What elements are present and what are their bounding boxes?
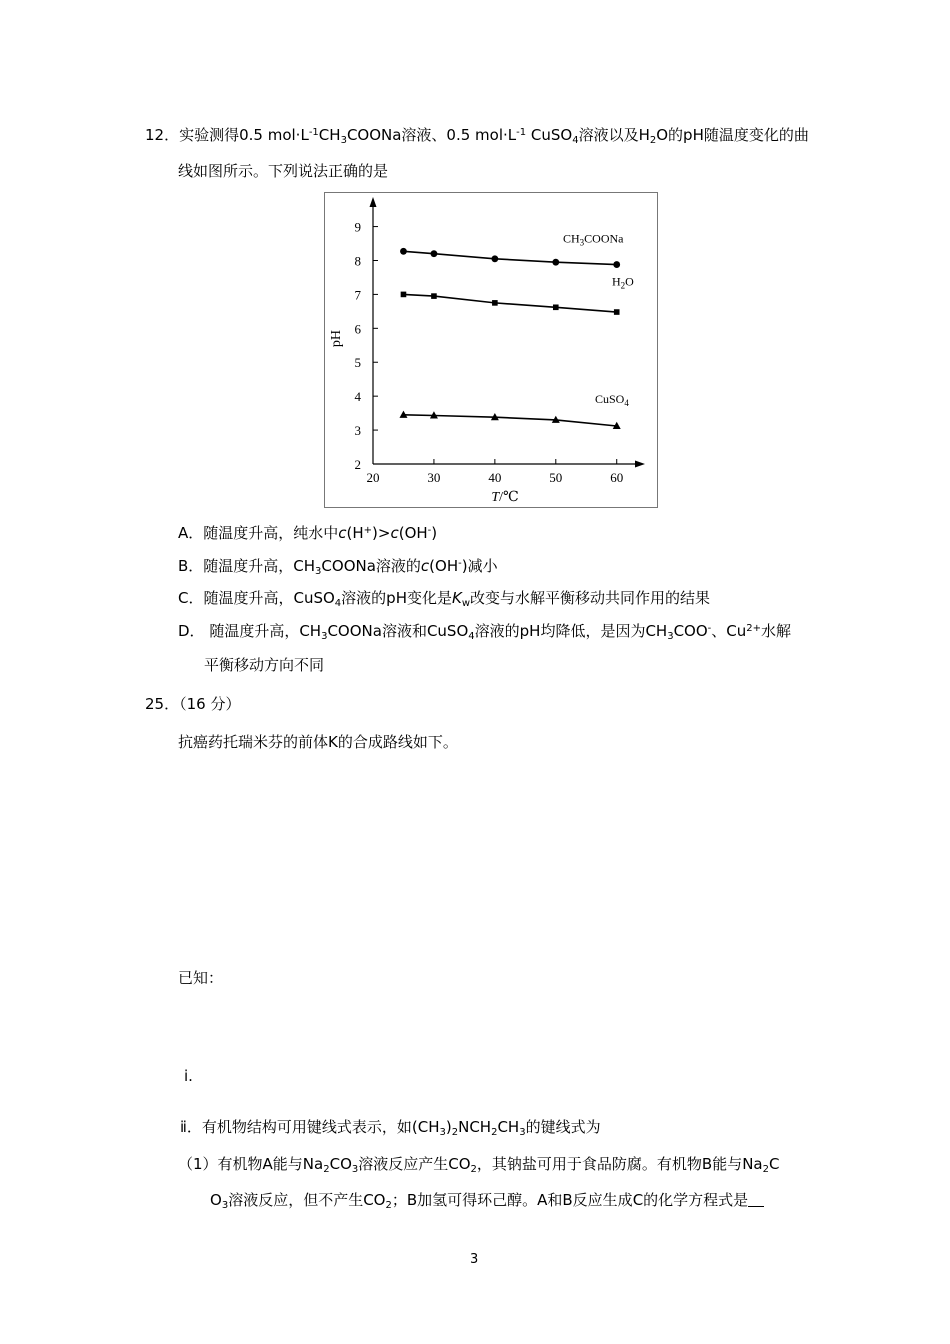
x-tick-label: 30 (427, 470, 441, 485)
y-tick-label: 3 (354, 423, 361, 439)
q25-heading (145, 693, 240, 715)
y-tick-label: 2 (354, 457, 361, 472)
y-tick-label: 7 (354, 287, 361, 303)
option-c: C．随温度升高，CuSO$_4$溶液的pH变化是$K_w$改变与水解平衡移动共同作用的结果 (178, 589, 711, 609)
data-point (613, 261, 620, 268)
known-item-i: ⅰ. (184, 1067, 193, 1085)
part1-line2: $O_3$溶液反应，但不产生$CO_2$；B加氢可得环己醇。A和B反应生成C的化学方程式是 (210, 1189, 764, 1211)
y-axis-arrow (370, 197, 377, 207)
known-item-ii: ⅱ．有机物结构可用键线式表示，如$(CH_3)_2NCH_2CH_3$的键线式为 (180, 1118, 601, 1138)
q12-line2: 线如图所示。下列说法正确的是 (178, 162, 389, 180)
part1-line1: （1）有机物A能与$Na_2CO_3$溶液反应产生$CO_2$，其钠盐可用于食品防腐。有机物B能与$Na_2C$ (178, 1155, 780, 1175)
series-label: CuSO$_4$ (595, 391, 629, 408)
data-point (614, 309, 620, 315)
q12-number: 12． (145, 126, 180, 144)
y-axis-label: pH (329, 329, 344, 348)
option-d-line2: 平衡移动方向不同 (204, 656, 325, 674)
y-tick-label: 5 (354, 355, 361, 371)
option-d: D． 随温度升高，$CH_3COONa$溶液和CuSO$_4$溶液的pH均降低，是因为$CH_3COO^-$、$Cu^{2+}$水解 (178, 622, 792, 642)
series-label: $CH_3COONa$ (563, 231, 624, 248)
known-label: 已知： (178, 969, 224, 987)
q25-number: 25． (145, 695, 180, 713)
x-tick-label: 40 (488, 470, 502, 485)
y-tick-label: 8 (354, 253, 361, 269)
data-point (552, 259, 559, 266)
data-point (431, 250, 438, 257)
y-tick-label: 6 (354, 321, 361, 337)
x-axis-arrow (635, 461, 645, 468)
data-point (400, 248, 407, 255)
data-point (553, 304, 559, 310)
q25-score: （16 分） (179, 695, 241, 713)
x-tick-label: 50 (549, 470, 563, 485)
y-tick-label: 9 (354, 219, 361, 235)
x-tick-label: 60 (610, 470, 624, 485)
option-b: B．随温度升高，$CH_3COONa$溶液的c(OH-)减小 (178, 557, 498, 577)
page-number: 3 (470, 1252, 479, 1267)
answer-blank[interactable] (748, 1190, 764, 1207)
ph-temperature-chart (325, 193, 657, 507)
option-a: A．随温度升高，纯水中c(H+)>c(OH-) (178, 524, 438, 542)
q25-intro: 抗癌药托瑞米芬的前体K的合成路线如下。 (178, 733, 458, 751)
data-point (401, 292, 407, 298)
series-label: $H_2O$ (612, 274, 634, 291)
x-axis-label: T/℃ (491, 490, 519, 505)
x-tick-label: 20 (366, 470, 380, 485)
data-point (492, 300, 498, 306)
y-tick-label: 4 (354, 389, 361, 405)
data-point (491, 255, 498, 262)
q12-line1: 12．实验测得0.5 $mol\cdot L^{-1}CH_3COONa$溶液、0.5 $mol\cdot L^{-1}$ CuSO$_4$溶液以及$H_2O$的pH随温度变化的曲 (145, 126, 809, 146)
data-point (431, 293, 437, 299)
